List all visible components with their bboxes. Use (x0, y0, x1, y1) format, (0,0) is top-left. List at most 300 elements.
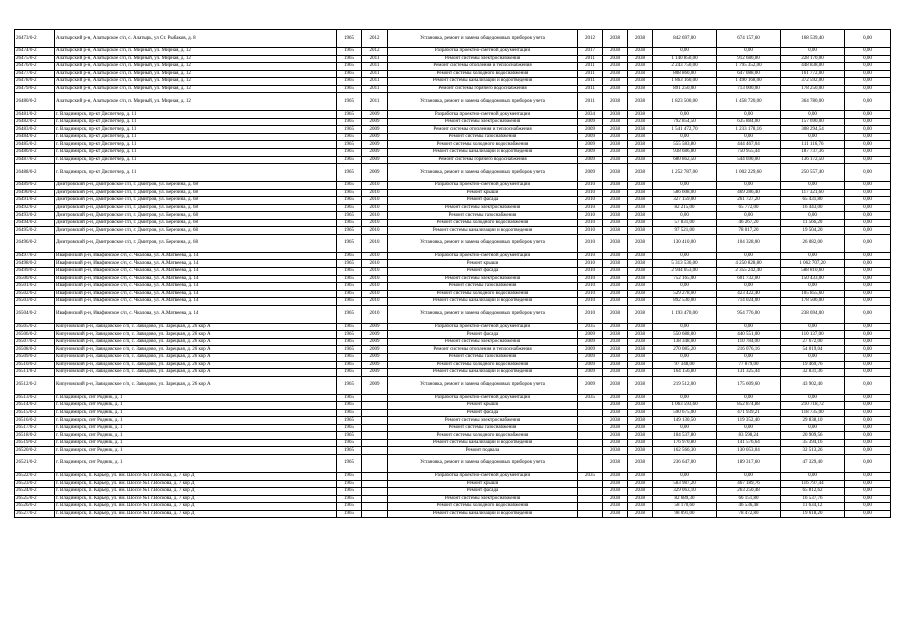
fund-share-cell: 110 784,00 (717, 338, 781, 346)
other-share-cell: 0,00 (845, 495, 891, 503)
total-cost-cell: 550 688,00 (653, 331, 717, 339)
record-id-cell: 26473/0-2 (15, 30, 55, 48)
build-year-cell: 1965 (337, 78, 362, 86)
planned-year-cell: 2010 (578, 227, 603, 235)
owner-share-cell: 161 772,00 (781, 70, 845, 78)
other-share-cell: 0,00 (845, 338, 891, 346)
record-id-cell: 26513/0-2 (15, 394, 55, 402)
commission-year-cell: 2010 (362, 290, 388, 298)
total-cost-cell: 2 944 053,00 (653, 268, 717, 276)
record-id-cell: 26520/0-2 (15, 447, 55, 455)
planned-year-cell (578, 480, 603, 488)
period-start-cell: 2038 (603, 48, 628, 56)
total-cost-cell: 583 987,20 (653, 480, 717, 488)
work-type-cell: Установка, ремонт и замена общедомовых приборов учета (388, 376, 578, 394)
fund-share-cell: 175 609,60 (717, 376, 781, 394)
build-year-cell: 1965 (337, 331, 362, 339)
owner-share-cell: 0,00 (781, 48, 845, 56)
record-id-cell: 26482/0-2 (15, 118, 55, 126)
other-share-cell: 0,00 (845, 488, 891, 496)
build-year-cell: 1965 (337, 126, 362, 134)
table-row (15, 290, 891, 298)
other-share-cell: 0,00 (845, 118, 891, 126)
table-row (15, 369, 891, 377)
table-row (15, 126, 891, 134)
address-cell: г. Владимирск, снт Родник, д. 1 (55, 439, 337, 447)
owner-share-cell: 0,00 (781, 133, 845, 141)
work-type-cell: Разработка проектно-сметной документации (388, 472, 578, 480)
work-type-cell: Разработка проектно-сметной документации (388, 111, 578, 119)
build-year-cell: 1965 (337, 376, 362, 394)
address-cell: Кипуновский р-н, Завидовское с/п, с. Завидово, ул. Зарецкая, д. 26 кор А (55, 376, 337, 394)
period-end-cell: 2038 (628, 409, 653, 417)
planned-year-cell (578, 495, 603, 503)
build-year-cell: 1965 (337, 197, 362, 205)
period-start-cell: 2038 (603, 394, 628, 402)
owner-share-cell: 0,00 (781, 394, 845, 402)
record-id-cell: 26523/0-2 (15, 480, 55, 488)
commission-year-cell (362, 432, 388, 440)
build-year-cell: 1965 (337, 338, 362, 346)
build-year-cell: 1965 (337, 227, 362, 235)
table-row (15, 93, 891, 111)
record-id-cell: 26476/0-2 (15, 63, 55, 71)
address-cell: г. Владимирск, пр-кт Диспетчер, д. 11 (55, 126, 337, 134)
commission-year-cell (362, 510, 388, 518)
other-share-cell: 0,00 (845, 219, 891, 227)
work-type-cell: Ремонт фасада (388, 331, 578, 339)
address-cell: Кипуновский р-н, Завидовское с/п, с. Завидово, ул. Зарецкая, д. 26 кор А (55, 353, 337, 361)
planned-year-cell (578, 417, 603, 425)
address-cell: Дмитровский р-н, Дмитровское с/п, г. Дмитров, ул. Березина, д. 68 (55, 204, 337, 212)
address-cell: Ивафинский р-н, Ивафинское с/п, с. Чкалова, ул. А.Матвеева, д. 14 (55, 290, 337, 298)
work-type-cell: Разработка проектно-сметной документации (388, 323, 578, 331)
work-type-cell: Ремонт системы электроснабжения (388, 55, 578, 63)
address-cell: г. Владимирск, снт Родник, д. 1 (55, 454, 337, 472)
total-cost-cell: 98 091,00 (653, 510, 717, 518)
other-share-cell: 0,00 (845, 227, 891, 235)
table-row (15, 164, 891, 182)
fund-share-cell: 714 024,00 (717, 298, 781, 306)
period-start-cell: 2038 (603, 30, 628, 48)
build-year-cell: 1965 (337, 93, 362, 111)
build-year-cell: 1965 (337, 63, 362, 71)
planned-year-cell: 2011 (578, 70, 603, 78)
owner-share-cell: 588 810,60 (781, 268, 845, 276)
total-cost-cell: 891 250,00 (653, 85, 717, 93)
period-end-cell: 2038 (628, 346, 653, 354)
record-id-cell: 26526/0-2 (15, 503, 55, 511)
total-cost-cell: 0,00 (653, 182, 717, 190)
period-start-cell: 2038 (603, 55, 628, 63)
period-start-cell: 2038 (603, 197, 628, 205)
address-cell: Кипуновский р-н, Завидовское с/п, с. Завидово, ул. Зарецкая, д. 26 кор А (55, 331, 337, 339)
period-end-cell: 2038 (628, 402, 653, 410)
work-type-cell: Ремонт системы холодного водоснабжения (388, 503, 578, 511)
table-row (15, 503, 891, 511)
commission-year-cell (362, 503, 388, 511)
period-start-cell: 2038 (603, 283, 628, 291)
period-start-cell: 2038 (603, 260, 628, 268)
other-share-cell: 0,00 (845, 346, 891, 354)
other-share-cell: 0,00 (845, 409, 891, 417)
record-id-cell: 26522/0-2 (15, 472, 55, 480)
build-year-cell: 1965 (337, 454, 362, 472)
planned-year-cell: 2010 (578, 212, 603, 220)
period-end-cell: 2038 (628, 252, 653, 260)
total-cost-cell: 0,00 (653, 283, 717, 291)
other-share-cell: 0,00 (845, 182, 891, 190)
commission-year-cell (362, 488, 388, 496)
build-year-cell: 1965 (337, 409, 362, 417)
other-share-cell: 0,00 (845, 93, 891, 111)
address-cell: Дмитровский р-н, Дмитровское с/п, г. Дмитров, ул. Березина, д. 68 (55, 189, 337, 197)
owner-share-cell: 448 838,00 (781, 63, 845, 71)
commission-year-cell: 2010 (362, 182, 388, 190)
record-id-cell: 26512/0-2 (15, 376, 55, 394)
work-type-cell: Ремонт системы горячего водоснабжения (388, 156, 578, 164)
owner-share-cell: 364 780,00 (781, 93, 845, 111)
table-row (15, 480, 891, 488)
commission-year-cell: 2010 (362, 268, 388, 276)
build-year-cell: 1965 (337, 212, 362, 220)
work-type-cell: Ремонт крыши (388, 480, 578, 488)
table-row (15, 298, 891, 306)
total-cost-cell: 1 863 160,00 (653, 78, 717, 86)
total-cost-cell: 327 159,00 (653, 197, 717, 205)
commission-year-cell (362, 424, 388, 432)
work-type-cell: Ремонт системы холодного водоснабжения (388, 141, 578, 149)
record-id-cell: 26505/0-2 (15, 323, 55, 331)
commission-year-cell: 2009 (362, 369, 388, 377)
period-start-cell: 2038 (603, 510, 628, 518)
record-id-cell: 26499/0-2 (15, 268, 55, 276)
table-row (15, 48, 891, 56)
period-start-cell: 2038 (603, 219, 628, 227)
work-type-cell: Ремонт крыши (388, 260, 578, 268)
build-year-cell: 1965 (337, 268, 362, 276)
address-cell: Алатырский р-н, Алатырское с/п, п. Мирный, ул. Мирная, д. 12 (55, 55, 337, 63)
period-end-cell: 2038 (628, 495, 653, 503)
total-cost-cell: 0,00 (653, 323, 717, 331)
fund-share-cell: 119 352,40 (717, 417, 781, 425)
owner-share-cell: 0,00 (781, 212, 845, 220)
table-row (15, 219, 891, 227)
address-cell: г. Владимирск, пр-кт Диспетчер, д. 11 (55, 118, 337, 126)
commission-year-cell (362, 417, 388, 425)
build-year-cell: 1965 (337, 275, 362, 283)
address-cell: Кипуновский р-н, Завидовское с/п, с. Завидово, ул. Зарецкая, д. 26 кор А (55, 346, 337, 354)
table-row (15, 149, 891, 157)
address-cell: Кипуновский р-н, Завидовское с/п, с. Завидово, ул. Зарецкая, д. 26 кор А (55, 369, 337, 377)
build-year-cell: 1965 (337, 118, 362, 126)
work-type-cell: Ремонт системы холодного водоснабжения (388, 290, 578, 298)
commission-year-cell: 2011 (362, 55, 388, 63)
table-row (15, 182, 891, 190)
table-row (15, 234, 891, 252)
work-type-cell: Ремонт подвала (388, 447, 578, 455)
other-share-cell: 0,00 (845, 204, 891, 212)
table-row (15, 439, 891, 447)
work-type-cell: Ремонт системы канализации и водоотведения (388, 369, 578, 377)
total-cost-cell: 1 063 593,60 (653, 402, 717, 410)
total-cost-cell: 1 252 787,00 (653, 164, 717, 182)
address-cell: Ивафинский р-н, Ивафинское с/п, с. Чкалова, ул. А.Матвеева, д. 14 (55, 268, 337, 276)
owner-share-cell: 0,00 (781, 353, 845, 361)
table-row (15, 361, 891, 369)
address-cell: г. Владимирск, снт Родник, д. 1 (55, 417, 337, 425)
other-share-cell: 0,00 (845, 234, 891, 252)
total-cost-cell: 586 608,00 (653, 189, 717, 197)
period-start-cell: 2038 (603, 275, 628, 283)
table-row (15, 70, 891, 78)
work-type-cell: Установка, ремонт и замена общедомовых приборов учета (388, 93, 578, 111)
period-end-cell: 2038 (628, 78, 653, 86)
period-end-cell: 2038 (628, 361, 653, 369)
period-start-cell: 2038 (603, 439, 628, 447)
build-year-cell: 1965 (337, 111, 362, 119)
commission-year-cell (362, 394, 388, 402)
address-cell: г. Владимирск, пр-кт Диспетчер, д. 11 (55, 133, 337, 141)
owner-share-cell: 65 431,80 (781, 197, 845, 205)
build-year-cell: 1965 (337, 353, 362, 361)
period-end-cell: 2038 (628, 85, 653, 93)
other-share-cell: 0,00 (845, 503, 891, 511)
planned-year-cell: 2010 (578, 298, 603, 306)
work-type-cell: Ремонт системы электроснабжения (388, 204, 578, 212)
other-share-cell: 0,00 (845, 298, 891, 306)
other-share-cell: 0,00 (845, 212, 891, 220)
fund-share-cell: 713 000,00 (717, 85, 781, 93)
owner-share-cell: 168 539,40 (781, 30, 845, 48)
period-end-cell: 2038 (628, 472, 653, 480)
work-type-cell: Ремонт системы электроснабжения (388, 338, 578, 346)
address-cell: г. Владимирск, пр-кт Диспетчер, д. 11 (55, 164, 337, 182)
total-cost-cell: 1 193 470,00 (653, 305, 717, 323)
period-end-cell: 2038 (628, 424, 653, 432)
fund-share-cell: 674 157,60 (717, 30, 781, 48)
work-type-cell: Ремонт системы газоснабжения (388, 283, 578, 291)
build-year-cell: 1965 (337, 149, 362, 157)
table-row (15, 55, 891, 63)
planned-year-cell: 2011 (578, 78, 603, 86)
address-cell: г. Владимирск, п. Карьер, ул. им. Шоссе №1 г.Воскова, д. 7 кор Д (55, 510, 337, 518)
total-cost-cell: 0,00 (653, 472, 717, 480)
other-share-cell: 0,00 (845, 353, 891, 361)
owner-share-cell: 308 294,54 (781, 126, 845, 134)
total-cost-cell: 555 583,80 (653, 141, 717, 149)
build-year-cell: 1965 (337, 164, 362, 182)
commission-year-cell: 2010 (362, 305, 388, 323)
fund-share-cell: 440 551,00 (717, 331, 781, 339)
address-cell: г. Владимирск, снт Родник, д. 1 (55, 402, 337, 410)
fund-share-cell: 544 690,00 (717, 156, 781, 164)
period-start-cell: 2038 (603, 111, 628, 119)
planned-year-cell: 2009 (578, 118, 603, 126)
owner-share-cell: 47 329,40 (781, 454, 845, 472)
owner-share-cell: 19 469,76 (781, 361, 845, 369)
total-cost-cell: 104 537,80 (653, 432, 717, 440)
commission-year-cell (362, 454, 388, 472)
owner-share-cell: 178 506,00 (781, 298, 845, 306)
work-type-cell: Установка, ремонт и замена общедомовых приборов учета (388, 454, 578, 472)
planned-year-cell: 2010 (578, 182, 603, 190)
owner-share-cell: 35 394,16 (781, 439, 845, 447)
record-id-cell: 26479/0-2 (15, 85, 55, 93)
fund-share-cell: 104 328,00 (717, 234, 781, 252)
owner-share-cell: 16 443,00 (781, 204, 845, 212)
other-share-cell: 0,00 (845, 141, 891, 149)
period-end-cell: 2038 (628, 30, 653, 48)
build-year-cell: 1965 (337, 432, 362, 440)
owner-share-cell: 0,00 (781, 323, 845, 331)
other-share-cell: 0,00 (845, 126, 891, 134)
planned-year-cell (578, 424, 603, 432)
record-id-cell: 26514/0-2 (15, 402, 55, 410)
total-cost-cell: 57 831,00 (653, 219, 717, 227)
total-cost-cell: 0,00 (653, 111, 717, 119)
planned-year-cell: 2011 (578, 55, 603, 63)
work-type-cell: Ремонт системы холодного водоснабжения (388, 70, 578, 78)
build-year-cell: 1965 (337, 402, 362, 410)
fund-share-cell: 4 250 828,80 (717, 260, 781, 268)
address-cell: Дмитровский р-н, Дмитровское с/п, г. Дмитров, ул. Березина, д. 68 (55, 182, 337, 190)
planned-year-cell (578, 439, 603, 447)
record-id-cell: 26478/0-2 (15, 78, 55, 86)
period-end-cell: 2038 (628, 394, 653, 402)
record-id-cell: 26486/0-2 (15, 149, 55, 157)
other-share-cell: 0,00 (845, 63, 891, 71)
fund-share-cell: 0,00 (717, 283, 781, 291)
table-row (15, 268, 891, 276)
address-cell: г. Владимирск, снт Родник, д. 1 (55, 394, 337, 402)
address-cell: г. Владимирск, п. Карьер, ул. им. Шоссе №1 г.Воскова, д. 7 кор Д (55, 480, 337, 488)
owner-share-cell: 0,00 (781, 283, 845, 291)
planned-year-cell (578, 510, 603, 518)
record-id-cell: 26511/0-2 (15, 369, 55, 377)
total-cost-cell: 329 063,10 (653, 488, 717, 496)
planned-year-cell: 2009 (578, 338, 603, 346)
total-cost-cell: 792 854,50 (653, 118, 717, 126)
work-type-cell: Установка, ремонт и замена общедомовых приборов учета (388, 234, 578, 252)
address-cell: г. Владимирск, снт Родник, д. 1 (55, 409, 337, 417)
build-year-cell: 1965 (337, 480, 362, 488)
other-share-cell: 0,00 (845, 331, 891, 339)
period-end-cell: 2038 (628, 156, 653, 164)
period-start-cell: 2038 (603, 290, 628, 298)
record-id-cell: 26503/0-2 (15, 298, 55, 306)
fund-share-cell: 46 267,20 (717, 219, 781, 227)
period-start-cell: 2038 (603, 417, 628, 425)
commission-year-cell: 2010 (362, 275, 388, 283)
work-type-cell: Ремонт фасада (388, 488, 578, 496)
build-year-cell: 1965 (337, 439, 362, 447)
work-type-cell: Установка, ремонт и замена общедомовых приборов учета (388, 305, 578, 323)
other-share-cell: 0,00 (845, 85, 891, 93)
other-share-cell: 0,00 (845, 472, 891, 480)
commission-year-cell: 2011 (362, 93, 388, 111)
fund-share-cell: 750 955,44 (717, 149, 781, 157)
build-year-cell: 1965 (337, 323, 362, 331)
period-end-cell: 2038 (628, 283, 653, 291)
table-row (15, 454, 891, 472)
fund-share-cell: 46 536,48 (717, 503, 781, 511)
work-type-cell: Ремонт системы отопления и теплоснабжения (388, 346, 578, 354)
total-cost-cell: 149 130,50 (653, 417, 717, 425)
table-row (15, 78, 891, 86)
planned-year-cell (578, 454, 603, 472)
fund-share-cell: 263 250,48 (717, 488, 781, 496)
period-start-cell: 2038 (603, 156, 628, 164)
fund-share-cell: 1 795 352,00 (717, 63, 781, 71)
commission-year-cell (362, 439, 388, 447)
planned-year-cell: 2010 (578, 234, 603, 252)
period-end-cell: 2038 (628, 55, 653, 63)
record-id-cell: 26474/0-2 (15, 48, 55, 56)
record-id-cell: 26485/0-2 (15, 141, 55, 149)
owner-share-cell: 20 909,56 (781, 432, 845, 440)
commission-year-cell: 2009 (362, 164, 388, 182)
fund-share-cell: 0,00 (717, 182, 781, 190)
record-id-cell: 26490/0-2 (15, 189, 55, 197)
period-end-cell: 2038 (628, 338, 653, 346)
build-year-cell: 1965 (337, 290, 362, 298)
fund-share-cell: 1 490 168,00 (717, 78, 781, 86)
fund-share-cell: 0,00 (717, 394, 781, 402)
work-type-cell: Ремонт системы канализации и водоотведения (388, 439, 578, 447)
work-type-cell: Ремонт системы газоснабжения (388, 353, 578, 361)
work-type-cell: Ремонт системы газоснабжения (388, 424, 578, 432)
work-type-cell: Ремонт системы электроснабжения (388, 417, 578, 425)
owner-share-cell: 27 672,00 (781, 338, 845, 346)
table-row (15, 204, 891, 212)
record-id-cell: 26494/0-2 (15, 219, 55, 227)
planned-year-cell: 2009 (578, 376, 603, 394)
period-end-cell: 2038 (628, 369, 653, 377)
planned-year-cell: 2009 (578, 331, 603, 339)
table-row (15, 424, 891, 432)
period-end-cell: 2038 (628, 503, 653, 511)
table-row (15, 353, 891, 361)
build-year-cell: 1965 (337, 219, 362, 227)
fund-share-cell: 0,00 (717, 323, 781, 331)
commission-year-cell: 2010 (362, 227, 388, 235)
planned-year-cell: 2012 (578, 30, 603, 48)
table-row (15, 63, 891, 71)
period-start-cell: 2038 (603, 424, 628, 432)
owner-share-cell: 372 592,00 (781, 78, 845, 86)
period-end-cell: 2038 (628, 260, 653, 268)
build-year-cell: 1965 (337, 472, 362, 480)
commission-year-cell: 2010 (362, 204, 388, 212)
build-year-cell: 1965 (337, 182, 362, 190)
build-year-cell: 1965 (337, 204, 362, 212)
address-cell: Дмитровский р-н, Дмитровское с/п, г. Дмитров, ул. Березина, д. 68 (55, 197, 337, 205)
period-end-cell: 2038 (628, 376, 653, 394)
build-year-cell: 1965 (337, 510, 362, 518)
planned-year-cell: 2009 (578, 164, 603, 182)
address-cell: Алатырский р-н, Алатырское с/п, п. Мирный, ул. Мирная, д. 12 (55, 78, 337, 86)
build-year-cell: 1965 (337, 305, 362, 323)
commission-year-cell (362, 480, 388, 488)
period-start-cell: 2038 (603, 85, 628, 93)
fund-share-cell: 0,00 (717, 133, 781, 141)
commission-year-cell: 2012 (362, 48, 388, 56)
fund-share-cell: 0,00 (717, 353, 781, 361)
record-id-cell: 26480/0-2 (15, 93, 55, 111)
period-end-cell: 2038 (628, 48, 653, 56)
fund-share-cell: 130 053,04 (717, 447, 781, 455)
